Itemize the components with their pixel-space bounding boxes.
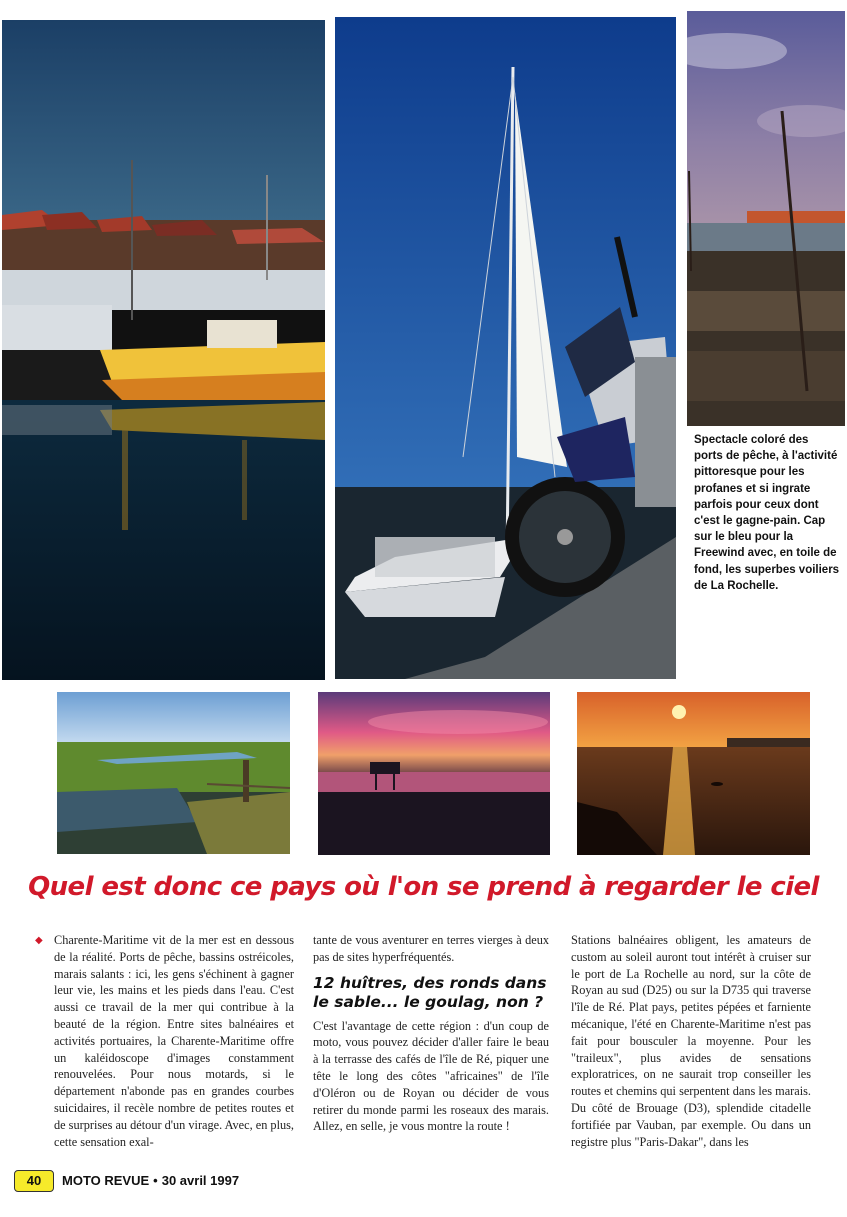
- page-number: 40: [14, 1170, 54, 1192]
- sunset-sea-photo: [577, 692, 810, 855]
- article-column-1: [54, 932, 294, 1150]
- fishing-harbor-photo: [2, 20, 325, 680]
- sailboat-motorcycle-photo: [335, 17, 676, 679]
- red-bullet-icon: ◆: [35, 935, 43, 946]
- column-1-text: Charente-Maritime vit de la mer est en dessous de la réalité. Ports de pêche, bassins ostréicoles, marais salants : ici, les gens s'échinent à gagner leur vie, les mains et les pieds dans l'eau. C'est aussi ce travail de la mer qui contribue à la beauté de la région. Entre sites balnéaires et activités portuaires, la Charente-Maritime offre un kaléidoscope d'images constamment renouvelées. Pour nous motards, si le département n'abonde pas en grandes courbes suicidaires, il recèle nombre de petites routes et de surprises au détour d'un virage. Avec, en plus, cette sensation exal-: [54, 933, 295, 1149]
- sunset-pier-photo: [318, 692, 550, 855]
- column-3-text: Stations balnéaires obligent, les amateurs de custom au soleil auront tout intérêt à cruiser sur le port de La Rochelle au nord, sur la côte de Royan au sud (D25) ou sur la D735 qui traverse l'île de Ré. Plat pays, petites pépées et farniente mécanique, l'été en Charente-Maritime n'est pas fait pour bousculer la moyenne. Pour les "traileux", plus avides de sensations exploratrices, on ne saurait trop conseiller les routes et chemins qui serpentent dans les marais. Du côté de Brouage (D3), splendide citadelle fortifiée par Vauban, par exemple. Ou dans un registre plus "Paris-Dakar", dans les: [571, 933, 811, 1149]
- column-2-intro: tante de vous aventurer en terres vierges à deux pas de sites hyperfréquentés.: [313, 933, 549, 964]
- marsh-landscape-photo: [57, 692, 290, 854]
- magazine-name: MOTO REVUE: [62, 1173, 150, 1188]
- issue-date: 30 avril 1997: [161, 1173, 240, 1188]
- article-headline: Quel est donc ce pays où l'on se prend à regarder le ciel: [28, 872, 819, 902]
- column-2-text: C'est l'avantage de cette région : d'un coup de moto, vous pouvez décider d'aller faire le beau à la terrasse des cafés de l'île de Ré, piquer une tête le long des côtes "africaines" de l'île d'Oléron ou de Royan ou décider de vous retirer du monde parmi les roseaux des marais. Allez, en selle, je vous montre la route !: [313, 1018, 549, 1134]
- oyster-village-photo: [687, 11, 845, 426]
- article-column-3: [571, 932, 811, 1150]
- photo-caption: Spectacle coloré des ports de pêche, à l'activité pittoresque pour les profanes et si ingrate parfois pour ceux dont c'est le gagne-pain. Cap sur le bleu pour la Freewind avec, en toile de fond, les superbes voiliers de La Rochelle.: [694, 434, 840, 592]
- footer-separator: •: [153, 1173, 158, 1188]
- article-column-2: [313, 932, 549, 1135]
- footer-brand: [62, 1171, 239, 1191]
- article-subhead: 12 huîtres, des ronds dans le sable... le goulag, non ?: [313, 973, 547, 1011]
